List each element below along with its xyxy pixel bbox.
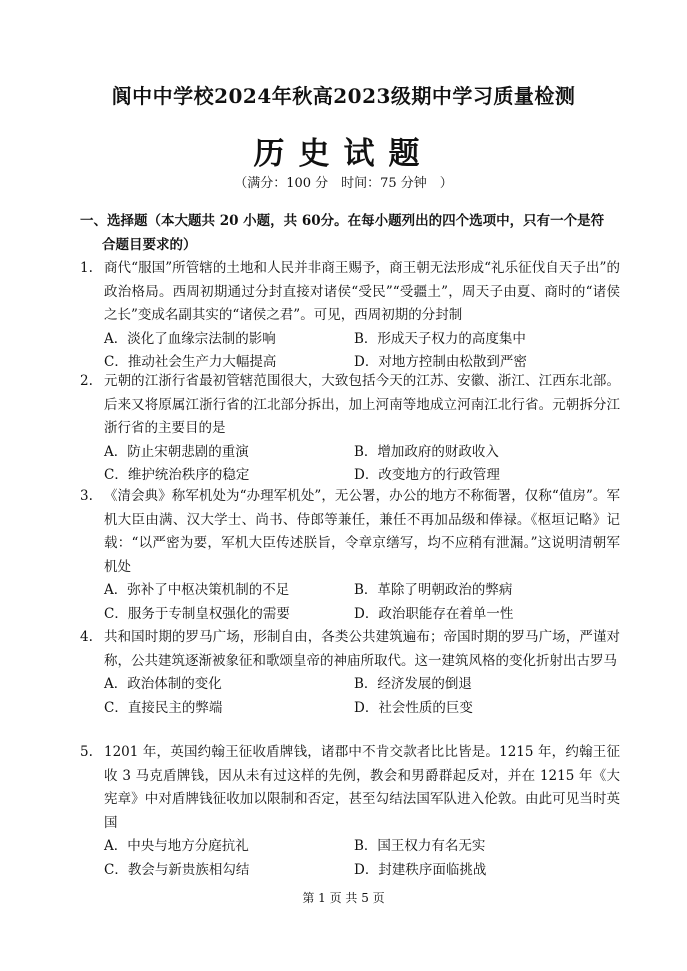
options xyxy=(80,835,620,882)
option-d: D．社会性质的巨变 xyxy=(354,699,473,716)
option-b: B．经济发展的倒退 xyxy=(354,676,472,692)
question-stem xyxy=(80,485,620,579)
question-stem xyxy=(80,370,620,441)
question-3 xyxy=(80,485,620,626)
options xyxy=(80,441,620,488)
section-heading-line1: 一、选择题（本大题共 20 小题，共 60分。在每小题列出的四个选项中，只有一个是符 xyxy=(80,213,605,229)
question-number: 4. xyxy=(80,629,93,645)
question-stem xyxy=(80,741,620,835)
options xyxy=(80,579,620,626)
question-text: 元朝的江浙行省最初管辖范围很大，大致包括今天的江苏、安徽、浙江、江西东北部。后来又将原属江浙行省的江北部分拆出，加上河南等地成立河南江北行省。元朝拆分江浙行省的主要目的是 xyxy=(104,373,620,436)
question-text: 商代“服国”所管辖的土地和人民并非商王赐予，商王朝无法形成“礼乐征伐自天子出”的政治格局。西周初期通过分封直接对诸侯“受民”“受疆土”，周天子由夏、商时的“诸侯之长”变成名副其实的“诸侯之君”。可见，西周初期的分封制 xyxy=(104,260,620,323)
option-b: B．革除了明朝政治的弊病 xyxy=(354,582,513,598)
option-b: B．形成天子权力的高度集中 xyxy=(354,330,526,347)
option-a: A．政治体制的变化 xyxy=(104,676,222,692)
option-a: A．淡化了血缘宗法制的影响 xyxy=(104,330,276,347)
subject-title: 历史试题 xyxy=(253,136,434,172)
option-d: D．对地方控制由松散到严密 xyxy=(354,354,527,370)
option-d: D．封建秩序面临挑战 xyxy=(354,861,487,878)
option-c: C．维护统治秩序的稳定 xyxy=(104,467,250,483)
exam-meta: （满分：100 分 时间：75 分钟 ） xyxy=(234,176,453,191)
option-c: C．服务于专制皇权强化的需要 xyxy=(104,605,290,622)
question-stem xyxy=(80,626,620,673)
options xyxy=(80,328,620,375)
option-d: D．改变地方的行政管理 xyxy=(354,467,500,483)
school-title: 阆中中学校2024年秋高2023级期中学习质量检测 xyxy=(111,84,576,108)
question-4 xyxy=(80,626,620,720)
option-a: A．中央与地方分庭抗礼 xyxy=(104,838,249,854)
option-c: C．教会与新贵族相勾结 xyxy=(104,861,250,878)
option-c: C．推动社会生产力大幅提高 xyxy=(104,354,277,370)
question-number: 3. xyxy=(80,488,93,504)
question-stem xyxy=(80,257,620,328)
option-a: A．弥补了中枢决策机制的不足 xyxy=(104,582,290,598)
question-text: 共和国时期的罗马广场，形制自由，各类公共建筑遍布；帝国时期的罗马广场，严谨对称，公共建筑逐渐被象征和歌颂皇帝的神庙所取代。这一建筑风格的变化折射出古罗马 xyxy=(104,629,620,669)
question-number: 5. xyxy=(80,744,93,760)
options xyxy=(80,673,620,720)
option-c: C．直接民主的弊端 xyxy=(104,699,223,716)
question-number: 1. xyxy=(80,260,93,276)
question-text: 1201 年，英国约翰王征收盾牌钱，诸郡中不肯交款者比比皆是。1215 年，约翰王征收 3 马克盾牌钱，因从未有过这样的先例，教会和男爵群起反对，并在 1215 年《大宪章》中对盾牌钱征收加以限制和否定，甚至勾结法国军队进入伦敦。由此可见当时英国 xyxy=(104,744,620,831)
question-text: 《清会典》称军机处为“办理军机处”，无公署，办公的地方不称衙署，仅称“值房”。军机大臣由满、汉大学士、尚书、侍郎等兼任，兼任不再加品级和俸禄。《枢垣记略》记载：“以严密为要，军机大臣传述朕旨，令章京缮写，均不应稍有泄漏。”这说明清朝军机处 xyxy=(104,488,620,575)
option-b: B．国王权力有名无实 xyxy=(354,838,486,854)
page-footer: 第 1 页 共 5 页 xyxy=(302,891,385,905)
option-a: A．防止宋朝悲剧的重演 xyxy=(104,443,249,460)
section-heading xyxy=(80,209,620,257)
option-d: D．政治职能存在着单一性 xyxy=(354,605,514,622)
question-number: 2. xyxy=(80,373,93,389)
question-1 xyxy=(80,257,620,375)
question-2 xyxy=(80,370,620,488)
section-heading-line2: 合题目要求的） xyxy=(102,237,197,253)
question-5 xyxy=(80,741,620,882)
option-b: B．增加政府的财政收入 xyxy=(354,443,499,460)
